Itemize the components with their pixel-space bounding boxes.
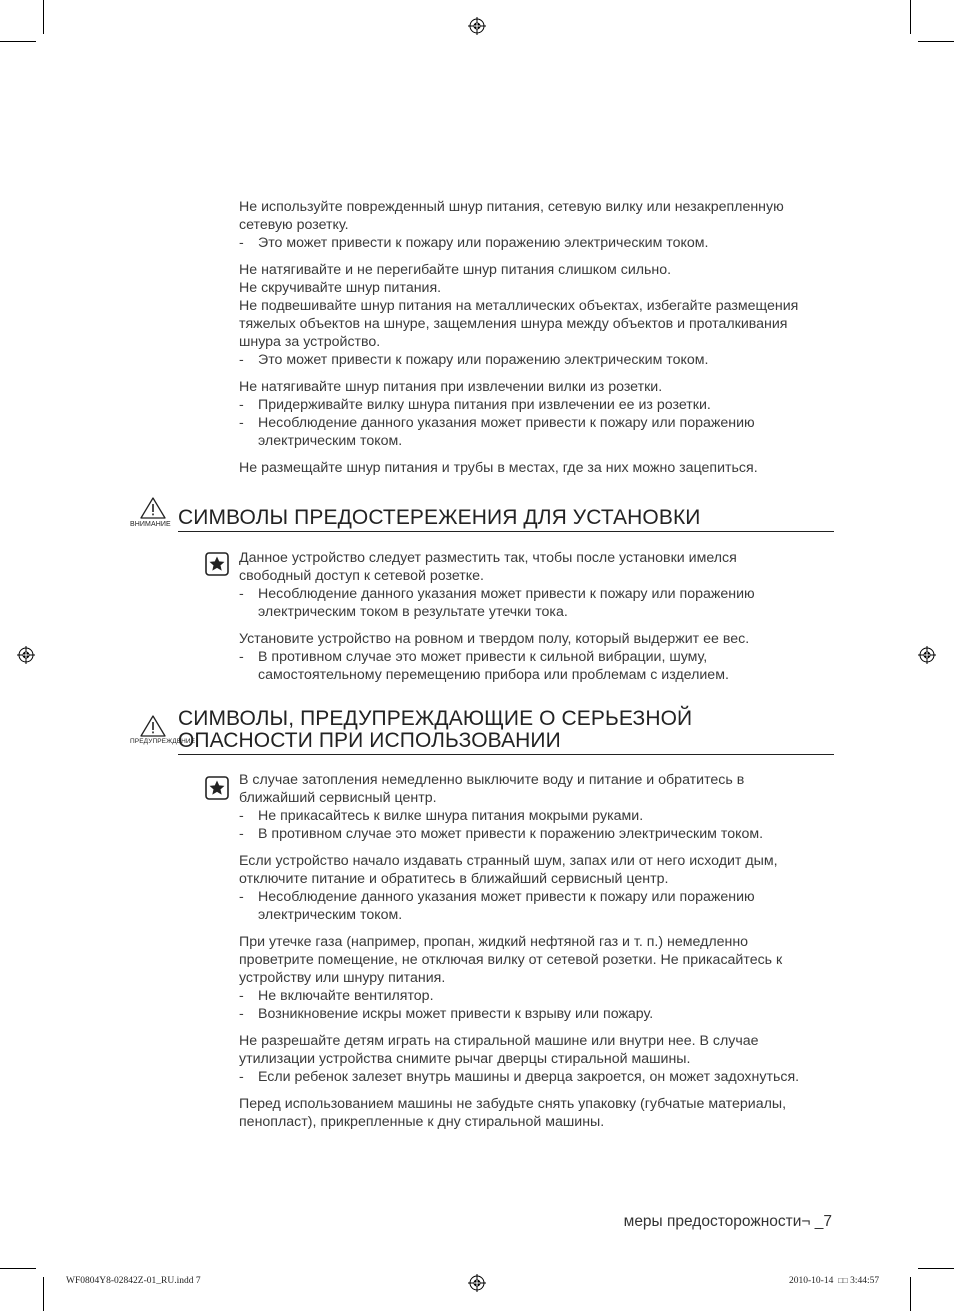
paragraph-line: Данное устройство следует разместить так, чтобы после установки имелся [239, 550, 737, 566]
bullet-dash: - [239, 889, 244, 905]
page-number: 7 [823, 1213, 832, 1230]
bullet-text [258, 648, 829, 684]
bullet-item [239, 1068, 829, 1086]
bullet-text [258, 585, 829, 621]
bullet-line: Не прикасайтесь к вилке шнура питания мокрыми руками. [258, 808, 644, 824]
paragraph [239, 852, 829, 888]
paragraph-line: пенопласт), прикрепленные к дну стиральной машины. [239, 1114, 605, 1130]
bullet-item [239, 351, 829, 369]
section-serious-danger-warnings [130, 708, 834, 756]
paragraph-line: устройству или шнуру питания. [239, 970, 446, 986]
registration-mark-icon [17, 646, 35, 664]
crop-mark [910, 1277, 911, 1311]
footer-section-name: меры предосторожности [623, 1213, 802, 1230]
paragraph [239, 630, 829, 648]
slug-file: WF0804Y8-02842Z-01_RU.indd 7 [66, 1276, 201, 1286]
paragraph-gap [239, 621, 829, 630]
bullet-text [258, 351, 829, 369]
paragraph-line: При утечке газа (например, пропан, жидкий нефтяной газ и т. п.) немедленно [239, 934, 749, 950]
paragraph-line: свободный доступ к сетевой розетке. [239, 568, 484, 584]
section-title-line: СИМВОЛЫ ПРЕДОСТЕРЕЖЕНИЯ ДЛЯ УСТАНОВКИ [178, 506, 701, 529]
bullet-text [258, 807, 829, 825]
warning-triangle-icon [140, 497, 166, 519]
star-box-icon [205, 552, 229, 576]
paragraph-gap [239, 450, 829, 459]
section-installation-cautions [130, 497, 834, 533]
registration-mark-icon [918, 646, 936, 664]
bullet-text [258, 396, 829, 414]
bullet-line: Это может привести к пожару или поражению электрическим током. [258, 352, 709, 368]
bullet-dash: - [239, 586, 244, 602]
paragraph-line: Не натягивайте шнур питания при извлечении вилки из розетки. [239, 379, 663, 395]
crop-mark [918, 41, 954, 42]
bullet-line: Несоблюдение данного указания может привести к пожару или поражению [258, 586, 755, 602]
paragraph-gap [239, 252, 829, 261]
bullet-dash: - [239, 352, 244, 368]
bullet-line: Несоблюдение данного указания может привести к пожару или поражению [258, 415, 755, 431]
bullet-dash: - [239, 808, 244, 824]
crop-mark [43, 0, 44, 34]
paragraph-line: проветрите помещение, не отключая вилку от сетевой розетки. Не прикасайтесь к [239, 952, 783, 968]
paragraph-gap [239, 1023, 829, 1032]
paragraph-line: Не используйте поврежденный шнур питания, сетевую вилку или незакрепленную [239, 199, 784, 215]
section-rule [178, 754, 834, 755]
registration-mark-icon [468, 17, 486, 35]
paragraph-line: Не подвешивайте шнур питания на металлических объектах, избегайте размещения [239, 298, 799, 314]
usage-warnings [239, 771, 829, 1131]
paragraph-line: отключите питание и обратитесь в ближайший сервисный центр. [239, 871, 669, 887]
crop-mark [43, 1277, 44, 1311]
paragraph [239, 933, 829, 987]
bullet-text [258, 414, 829, 450]
bullet-text [258, 888, 829, 924]
bullet-item [239, 234, 829, 252]
paragraph-line: тяжелых объектов на шнуре, защемления шнура между объектов и проталкивания [239, 316, 788, 332]
warning-triangle-icon [140, 715, 166, 737]
bullet-item [239, 1005, 829, 1023]
footer-separator: ¬ _ [801, 1213, 824, 1230]
paragraph-line: Не скручивайте шнур питания. [239, 280, 442, 296]
bullet-dash: - [239, 1069, 244, 1085]
installation-instructions [239, 549, 829, 684]
paragraph-gap [239, 1086, 829, 1095]
bullet-line: В противном случае это может привести к сильной вибрации, шуму, [258, 649, 708, 665]
bullet-line: электрическим током. [258, 433, 403, 449]
bullet-dash: - [239, 397, 244, 413]
bullet-line: Не включайте вентилятор. [258, 988, 434, 1004]
bullet-dash: - [239, 826, 244, 842]
paragraph-line: В случае затопления немедленно выключите воду и питание и обратитесь в [239, 772, 745, 788]
paragraph-line: Если устройство начало издавать странный шум, запах или от него исходит дым, [239, 853, 778, 869]
paragraph [239, 198, 829, 234]
bullet-text [258, 1068, 829, 1086]
bullet-line: Придерживайте вилку шнура питания при извлечении ее из розетки. [258, 397, 711, 413]
paragraph-line: Установите устройство на ровном и твердом полу, который выдержит ее вес. [239, 631, 750, 647]
slug-timestamp [789, 1276, 879, 1286]
paragraph [239, 771, 829, 807]
bullet-line: Несоблюдение данного указания может привести к пожару или поражению [258, 889, 755, 905]
paragraph-line: шнура за устройство. [239, 334, 381, 350]
bullet-line: В противном случае это может привести к поражению электрическим током. [258, 826, 764, 842]
bullet-line: самостоятельному перемещению прибора или проблемам с изделием. [258, 667, 729, 683]
paragraph-line: сетевую розетку. [239, 217, 349, 233]
crop-mark [0, 41, 36, 42]
bullet-text [258, 987, 829, 1005]
page-footer [624, 1213, 832, 1231]
paragraph-gap [239, 924, 829, 933]
crop-mark [0, 1268, 36, 1269]
slug-glyphs: □□ [838, 1276, 848, 1285]
paragraph [239, 1095, 829, 1131]
bullet-dash: - [239, 235, 244, 251]
registration-mark-icon [468, 1274, 486, 1292]
power-cord-warnings [239, 198, 829, 477]
section-title-line: ОПАСНОСТИ ПРИ ИСПОЛЬЗОВАНИИ [178, 729, 561, 752]
bullet-item [239, 648, 829, 684]
bullet-item [239, 888, 829, 924]
bullet-item [239, 396, 829, 414]
paragraph [239, 1032, 829, 1068]
bullet-dash: - [239, 988, 244, 1004]
section-title-line: СИМВОЛЫ, ПРЕДУПРЕЖДАЮЩИЕ О СЕРЬЕЗНОЙ [178, 707, 693, 730]
slug-time: 3:44:57 [850, 1276, 880, 1286]
bullet-line: электрическим током. [258, 907, 403, 923]
paragraph [239, 549, 829, 585]
section-title [178, 507, 701, 529]
crop-mark [918, 1268, 954, 1269]
bullet-item [239, 987, 829, 1005]
bullet-item [239, 807, 829, 825]
bullet-text [258, 234, 829, 252]
paragraph-line: Не натягивайте и не перегибайте шнур питания слишком сильно. [239, 262, 672, 278]
bullet-dash: - [239, 1006, 244, 1022]
section-title [178, 708, 692, 752]
paragraph-gap [239, 843, 829, 852]
bullet-line: Это может привести к пожару или поражению электрическим током. [258, 235, 709, 251]
paragraph-line: Перед использованием машины не забудьте снять упаковку (губчатые материалы, [239, 1096, 787, 1112]
bullet-item [239, 585, 829, 621]
bullet-text [258, 825, 829, 843]
paragraph [239, 378, 829, 396]
crop-mark [910, 0, 911, 34]
bullet-dash: - [239, 649, 244, 665]
bullet-item [239, 825, 829, 843]
paragraph-line: Не размещайте шнур питания и трубы в местах, где за них можно зацепиться. [239, 460, 758, 476]
bullet-item [239, 414, 829, 450]
paragraph-line: ближайший сервисный центр. [239, 790, 437, 806]
paragraph-gap [239, 369, 829, 378]
paragraph [239, 459, 829, 477]
bullet-line: электрическим током в результате утечки тока. [258, 604, 568, 620]
slug-date: 2010-10-14 [789, 1276, 834, 1286]
bullet-text [258, 1005, 829, 1023]
bullet-line: Возникновение искры может привести к взрыву или пожару. [258, 1006, 654, 1022]
bullet-dash: - [239, 415, 244, 431]
warning-label: ПРЕДУПРЕЖДЕНИЕ [130, 738, 196, 745]
bullet-line: Если ребенок залезет внутрь машины и дверца закроется, он может задохнуться. [258, 1069, 800, 1085]
paragraph [239, 261, 829, 351]
star-box-icon [205, 776, 229, 800]
paragraph-line: утилизации устройства снимите рычаг дверцы стиральной машины. [239, 1051, 691, 1067]
section-rule [178, 531, 834, 532]
paragraph-line: Не разрешайте детям играть на стиральной машине или внутри нее. В случае [239, 1033, 759, 1049]
caution-label: ВНИМАНИЕ [130, 521, 171, 528]
